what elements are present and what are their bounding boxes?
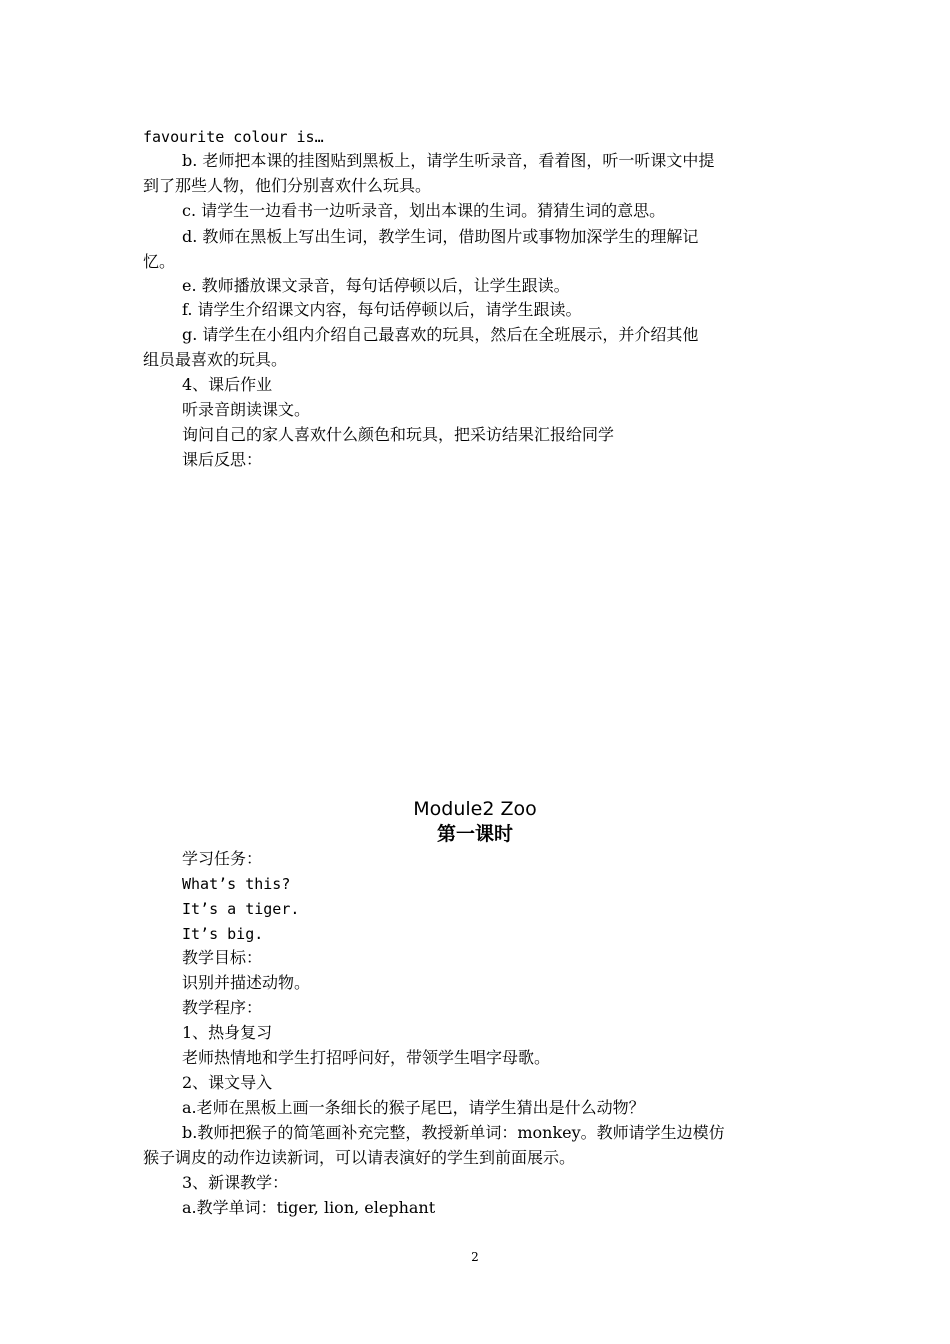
text-line: c. 请学生一边看书一边听录音，划出本课的生词。猜猜生词的意思。 (182, 201, 666, 220)
section-heading: 3、新课教学： (182, 1173, 289, 1192)
module-title: Module2 Zoo (413, 798, 537, 820)
page-number: 2 (471, 1250, 479, 1264)
section-heading: 学习任务： (182, 849, 263, 868)
section-heading: 1、热身复习 (182, 1023, 273, 1042)
text-line: 询问自己的家人喜欢什么颜色和玩具，把采访结果汇报给同学 (182, 425, 615, 444)
text-line: g. 请学生在小组内介绍自己最喜欢的玩具，然后在全班展示，并介绍其他 (182, 325, 699, 344)
text-line: 听录音朗读课文。 (182, 400, 311, 419)
text-line: 课后反思： (182, 450, 263, 469)
section-heading: 4、课后作业 (182, 375, 273, 394)
text-line: b. 老师把本课的挂图贴到黑板上，请学生听录音，看着图，听一听课文中提 (182, 151, 715, 170)
text-line: What’s this? (182, 875, 291, 893)
text-line: d. 教师在黑板上写出生词，教学生词，借助图片或事物加深学生的理解记 (182, 227, 699, 246)
text-line: 猴子调皮的动作边读新词，可以请表演好的学生到前面展示。 (143, 1148, 576, 1167)
text-line: favourite colour is… (143, 128, 324, 146)
text-line: a.老师在黑板上画一条细长的猴子尾巴，请学生猜出是什么动物？ (182, 1098, 645, 1117)
section-heading: 教学目标： (182, 948, 263, 967)
text-line: 忆。 (143, 252, 176, 271)
text-line: 识别并描述动物。 (182, 973, 311, 992)
text-line: 到了那些人物，他们分别喜欢什么玩具。 (143, 176, 432, 195)
text-line: 老师热情地和学生打招呼问好，带领学生唱字母歌。 (182, 1048, 551, 1067)
section-heading: 2、课文导入 (182, 1073, 273, 1092)
lesson-title: 第一课时 (436, 823, 513, 845)
text-line: 组员最喜欢的玩具。 (143, 350, 288, 369)
text-line: f. 请学生介绍课文内容，每句话停顿以后，请学生跟读。 (182, 300, 582, 319)
section-heading: 教学程序： (182, 998, 263, 1017)
text-line: It’s a tiger. (182, 900, 300, 918)
text-line: b.教师把猴子的简笔画补充完整，教授新单词：monkey。教师请学生边模仿 (182, 1123, 725, 1142)
text-line: e. 教师播放课文录音，每句话停顿以后，让学生跟读。 (182, 276, 570, 295)
text-line: a.教学单词：tiger, lion, elephant (182, 1198, 436, 1217)
text-line: It’s big. (182, 925, 264, 943)
